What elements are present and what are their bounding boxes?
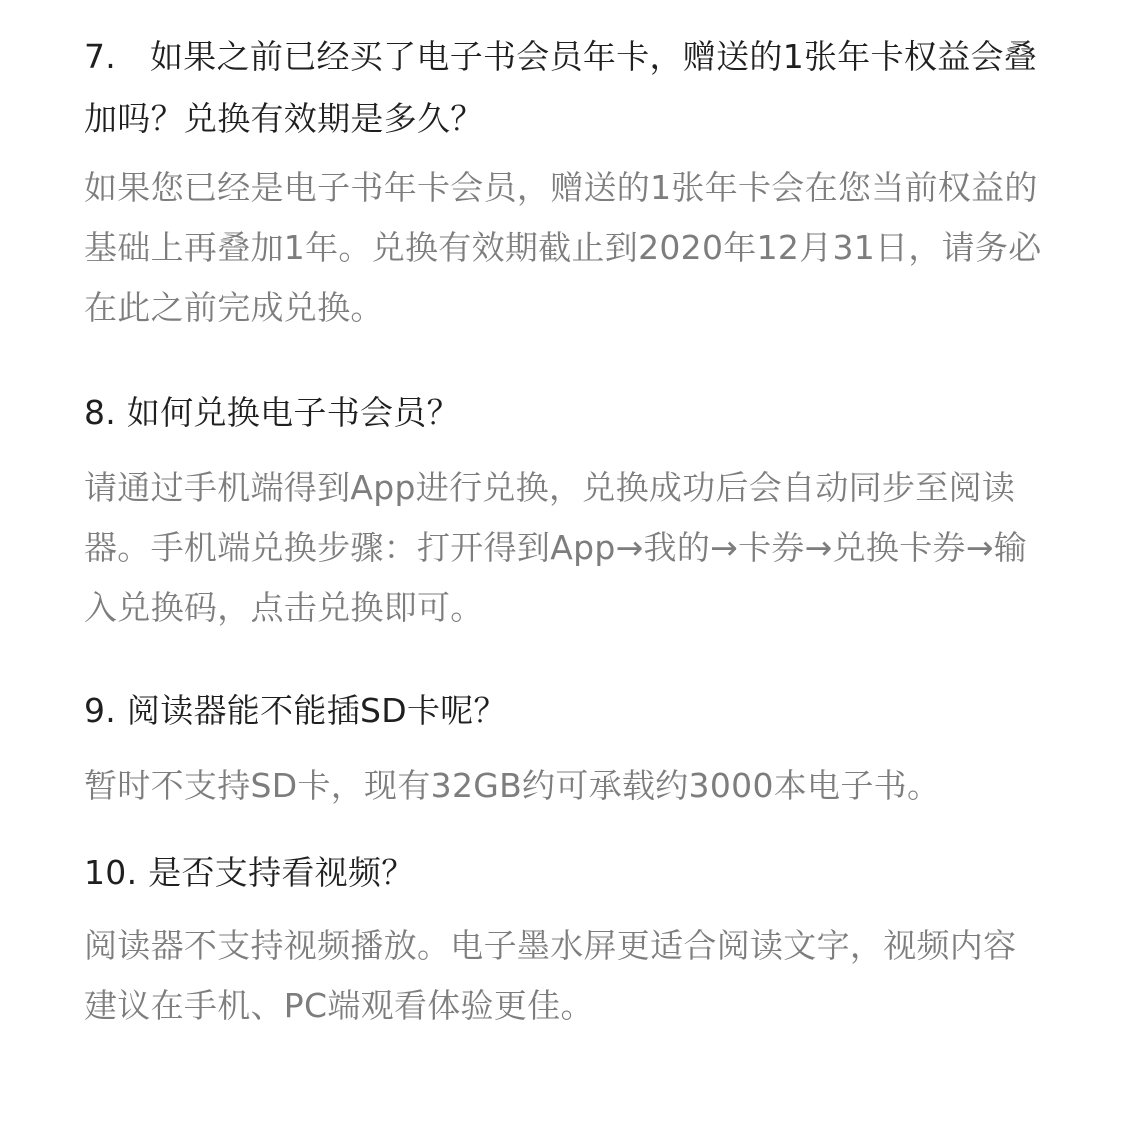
faq-answer: 阅读器不支持视频播放。电子墨水屏更适合阅读文字，视频内容建议在手机、PC端观看体验更佳。 — [84, 926, 1017, 1025]
faq-question — [84, 680, 1044, 742]
question-number: 7. — [84, 37, 117, 76]
question-text: 是否支持看视频？ — [148, 853, 415, 892]
question-text: 如果之前已经买了电子书会员年卡，赠送的1张年卡权益会叠加吗？兑换有效期是多久？ — [84, 37, 1038, 138]
question-number: 10. — [84, 853, 138, 892]
faq-question — [84, 26, 1044, 150]
faq-item — [84, 26, 1044, 338]
question-text: 如何兑换电子书会员？ — [126, 393, 460, 432]
faq-answer: 暂时不支持SD卡，现有32GB约可承载约3000本电子书。 — [84, 766, 941, 805]
faq-list — [84, 26, 1044, 1036]
faq-question — [84, 842, 1044, 904]
faq-answer: 请通过手机端得到App进行兑换，兑换成功后会自动同步至阅读器。手机端兑换步骤：打开得到App→我的→卡券→兑换卡券→输入兑换码，点击兑换即可。 — [84, 468, 1028, 627]
faq-item — [84, 382, 1044, 638]
question-number: 8. — [84, 393, 117, 432]
faq-item — [84, 680, 1044, 816]
faq-answer: 如果您已经是电子书年卡会员，赠送的1张年卡会在您当前权益的基础上再叠加1年。兑换有效期截止到2020年12月31日，请务必在此之前完成兑换。 — [84, 168, 1042, 327]
question-number: 9. — [84, 691, 117, 730]
faq-item — [84, 842, 1044, 1036]
question-text: 阅读器能不能插SD卡呢？ — [126, 691, 507, 730]
faq-question — [84, 382, 1044, 444]
